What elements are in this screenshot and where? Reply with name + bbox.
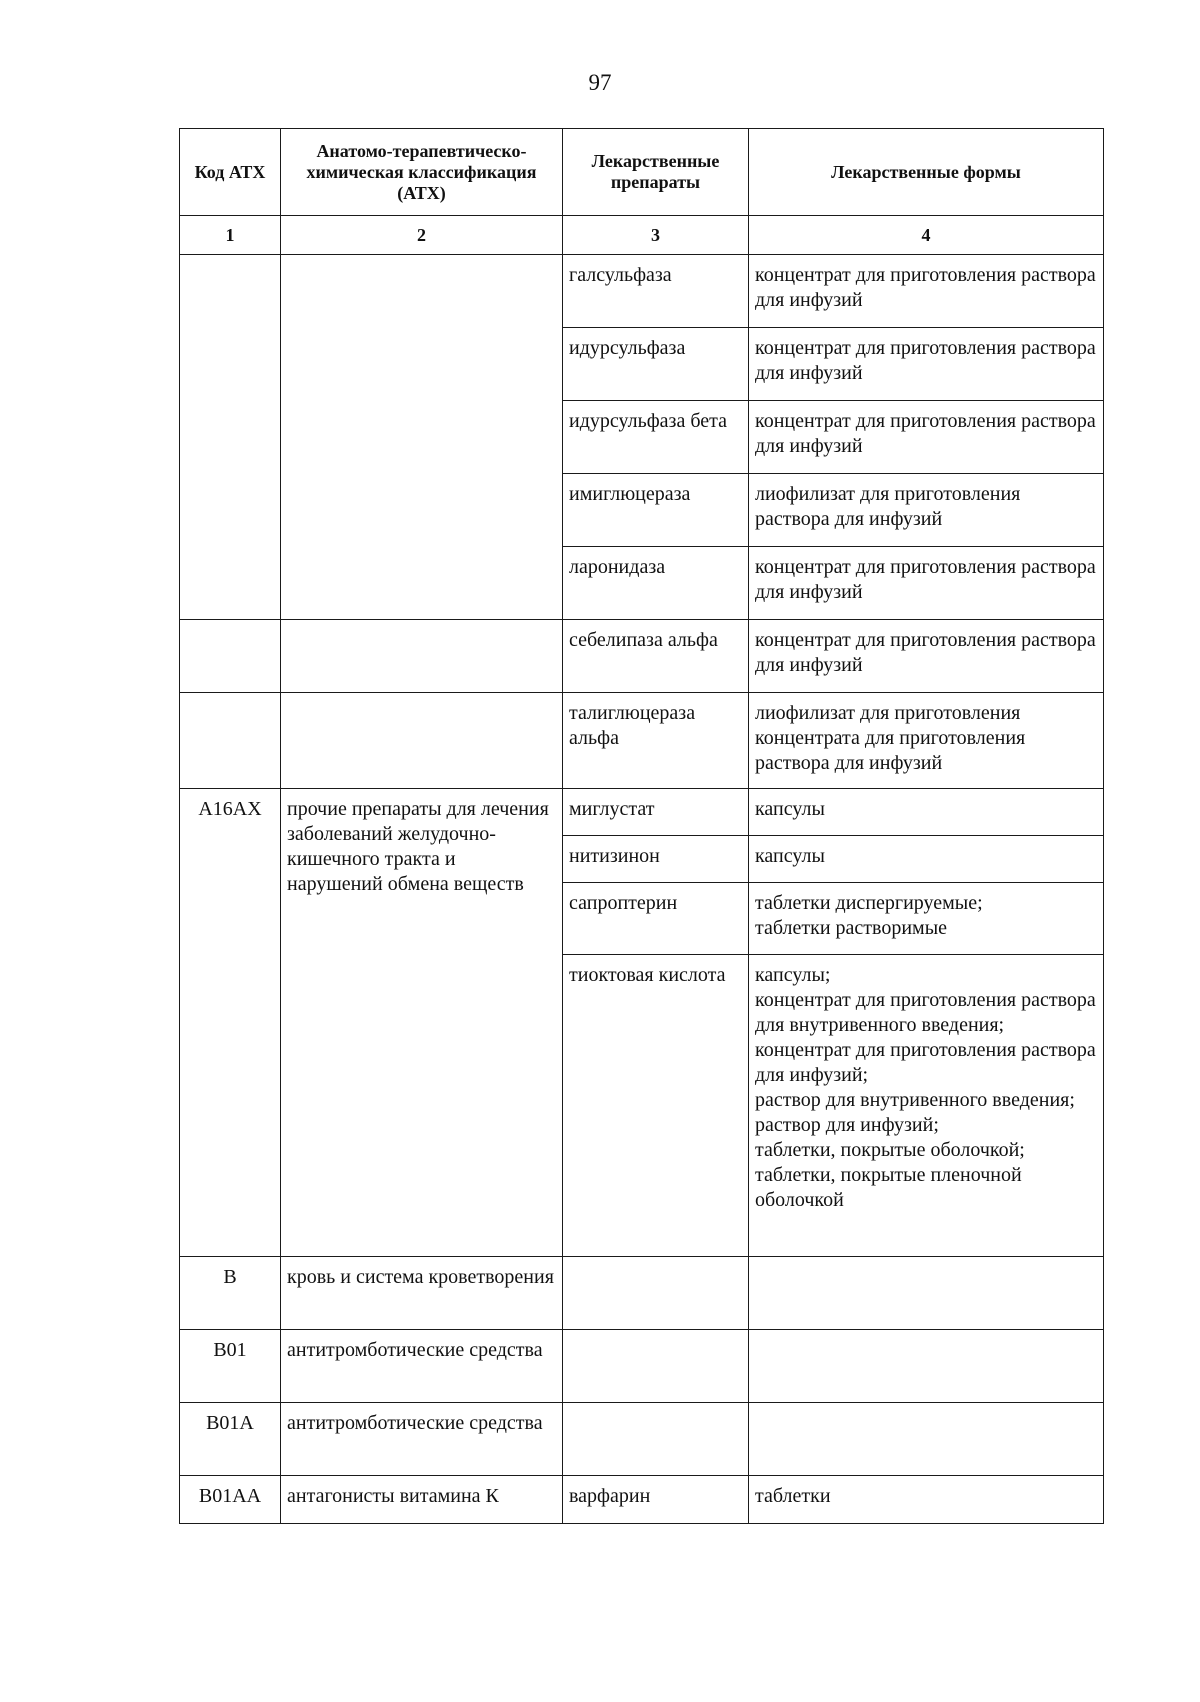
table-row bbox=[180, 1403, 1104, 1476]
column-number: 3 bbox=[563, 216, 749, 255]
form-line: капсулы bbox=[755, 798, 825, 820]
form-line: таблетки растворимые bbox=[755, 917, 948, 939]
drug-cell: себелипаза альфа bbox=[563, 620, 749, 693]
form-cell bbox=[749, 401, 1104, 474]
form-line: лиофилизат для приготовления концентрата для приготовления раствора для инфузий bbox=[755, 702, 1026, 774]
form-cell bbox=[749, 955, 1104, 1257]
header-classification: Анатомо-терапевтическо-химическая классификация (АТХ) bbox=[281, 129, 563, 216]
code-cell: B bbox=[180, 1257, 281, 1330]
header-row bbox=[180, 129, 1104, 216]
code-cell: A16AX bbox=[180, 789, 281, 1257]
table-row bbox=[180, 255, 1104, 328]
form-line: концентрат для приготовления раствора для внутривенного введения; bbox=[755, 989, 1096, 1036]
table-row bbox=[180, 620, 1104, 693]
form-cell bbox=[749, 693, 1104, 789]
drug-cell: ларонидаза bbox=[563, 547, 749, 620]
code-cell bbox=[180, 620, 281, 693]
classification-cell bbox=[281, 255, 563, 620]
header-forms: Лекарственные формы bbox=[749, 129, 1104, 216]
classification-cell: кровь и система кроветворения bbox=[281, 1257, 563, 1330]
form-line: раствор для внутривенного введения; bbox=[755, 1089, 1075, 1111]
classification-cell: антитромботические средства bbox=[281, 1403, 563, 1476]
form-line: концентрат для приготовления раствора для инфузий bbox=[755, 410, 1096, 457]
atx-table bbox=[179, 128, 1104, 1524]
table-row bbox=[180, 1257, 1104, 1330]
drug-cell: имиглюцераза bbox=[563, 474, 749, 547]
form-cell bbox=[749, 1330, 1104, 1403]
column-number: 1 bbox=[180, 216, 281, 255]
code-cell: B01AA bbox=[180, 1476, 281, 1524]
classification-cell bbox=[281, 693, 563, 789]
form-line: таблетки, покрытые пленочной оболочкой bbox=[755, 1164, 1022, 1211]
drug-cell bbox=[563, 1403, 749, 1476]
column-number-row bbox=[180, 216, 1104, 255]
drug-cell bbox=[563, 1257, 749, 1330]
drug-cell: миглустат bbox=[563, 789, 749, 836]
drug-cell: нитизинон bbox=[563, 836, 749, 883]
drug-cell: идурсульфаза бета bbox=[563, 401, 749, 474]
form-cell bbox=[749, 1403, 1104, 1476]
header-code: Код АТХ bbox=[180, 129, 281, 216]
form-cell bbox=[749, 255, 1104, 328]
drug-cell: сапроптерин bbox=[563, 883, 749, 955]
form-cell bbox=[749, 547, 1104, 620]
form-cell bbox=[749, 1476, 1104, 1524]
form-line: концентрат для приготовления раствора для инфузий bbox=[755, 556, 1096, 603]
form-line: таблетки bbox=[755, 1485, 831, 1507]
form-cell bbox=[749, 789, 1104, 836]
column-number: 4 bbox=[749, 216, 1104, 255]
drug-cell: тиоктовая кислота bbox=[563, 955, 749, 1257]
form-cell bbox=[749, 474, 1104, 547]
table-row bbox=[180, 1476, 1104, 1524]
drug-cell: идурсульфаза bbox=[563, 328, 749, 401]
form-cell bbox=[749, 328, 1104, 401]
form-line: концентрат для приготовления раствора для инфузий; bbox=[755, 1039, 1096, 1086]
header-drugs: Лекарственные препараты bbox=[563, 129, 749, 216]
classification-cell: прочие препараты для лечения заболеваний желудочно-кишечного тракта и нарушений обмена веществ bbox=[281, 789, 563, 1257]
classification-cell bbox=[281, 620, 563, 693]
form-cell bbox=[749, 836, 1104, 883]
drug-cell: талиглюцераза альфа bbox=[563, 693, 749, 789]
table-row bbox=[180, 1330, 1104, 1403]
page-number: 97 bbox=[588, 70, 612, 95]
classification-cell: антагонисты витамина К bbox=[281, 1476, 563, 1524]
code-cell bbox=[180, 255, 281, 620]
drug-cell bbox=[563, 1330, 749, 1403]
code-cell bbox=[180, 693, 281, 789]
form-line: таблетки, покрытые оболочкой; bbox=[755, 1139, 1025, 1161]
form-line: концентрат для приготовления раствора для инфузий bbox=[755, 337, 1096, 384]
form-cell bbox=[749, 883, 1104, 955]
form-line: таблетки диспергируемые; bbox=[755, 892, 983, 914]
form-cell bbox=[749, 620, 1104, 693]
drug-cell: галсульфаза bbox=[563, 255, 749, 328]
code-cell: B01A bbox=[180, 1403, 281, 1476]
form-line: капсулы; bbox=[755, 964, 831, 986]
code-cell: B01 bbox=[180, 1330, 281, 1403]
form-line: раствор для инфузий; bbox=[755, 1114, 939, 1136]
classification-cell: антитромботические средства bbox=[281, 1330, 563, 1403]
form-line: концентрат для приготовления раствора для инфузий bbox=[755, 264, 1096, 311]
drug-cell: варфарин bbox=[563, 1476, 749, 1524]
form-cell bbox=[749, 1257, 1104, 1330]
form-line: капсулы bbox=[755, 845, 825, 867]
column-number: 2 bbox=[281, 216, 563, 255]
form-line: лиофилизат для приготовления раствора для инфузий bbox=[755, 483, 1021, 530]
table-row bbox=[180, 693, 1104, 789]
form-line: концентрат для приготовления раствора для инфузий bbox=[755, 629, 1096, 676]
table-row bbox=[180, 789, 1104, 836]
